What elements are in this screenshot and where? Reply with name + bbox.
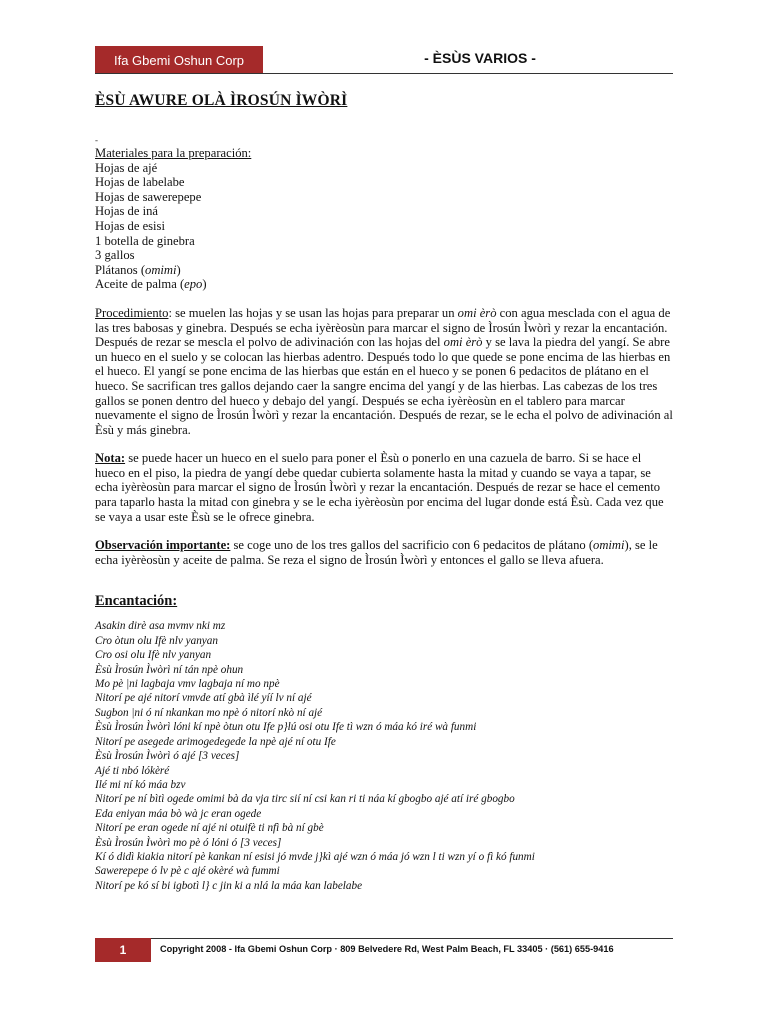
material-item: 3 gallos	[95, 248, 135, 263]
procedimiento-label: Procedimiento	[95, 305, 169, 320]
encantacion-line: Nitorí pe ajé nitorí vmvde atí gbà ìlé yíí lv ní ajé	[95, 692, 312, 705]
materials-heading: Materiales para la preparación:	[95, 146, 252, 160]
encantacion-line: Cro òtun olu Ifè nlv yanyan	[95, 634, 218, 647]
company-name: Ifa Gbemi Oshun Corp	[113, 52, 245, 68]
footer-copyright: Copyright 2008 - Ifa Gbemi Oshun Corp · 809 Belvedere Rd, West Palm Beach, FL 33405 · (561) 655-9416	[160, 944, 614, 954]
encantacion-line: Èsù Ìrosún Ìwòrì mo pè ó lóni ó [3 veces]	[95, 836, 282, 849]
procedimiento-text-1: : se muelen las hojas y se usan las hojas para preparar un	[168, 305, 458, 320]
material-item: Hojas de esisi	[95, 218, 165, 233]
section-title: - ÈSÙS VARIOS -	[424, 50, 536, 66]
footer-divider	[95, 938, 673, 939]
encantacion-line: Nitorí pe ní bìtì ogede omimi bà da vja tirc sií ní csi kan ri ti náa kí gbogbo ajé atí iré gbogbo	[95, 793, 515, 806]
encantacion-line: Asakin dirè asa mvmv nki mz	[95, 620, 226, 633]
nota-text: se puede hacer un hueco en el suelo para poner el Èsù o ponerlo en una cazuela de barro. Si se hace el hueco en el piso, la piedra de yangí debe quedar cubierta solamente hasta la mitad y cuando se vaya a tapar, se echa iyèrèosùn para marcar el signo de Ìrosún Ìwòrì y rezar la encantación. Después de rezar se hace el cemento para taparlo hasta la mitad con ginebra y se le echa iyèrèosùn por encima del lugar donde está Èsù. Cada vez que se vaya a usar este Èsù se le ofrece ginebra.	[95, 451, 664, 524]
material-item: 1 botella de ginebra	[95, 233, 195, 248]
encantacion-line: Sawerepepe ó lv pè c ajé okèré wà fummi	[95, 865, 280, 878]
document-body	[95, 92, 673, 893]
observacion-italic: omimi	[593, 538, 625, 553]
encantacion-line: Nitorí pe asegede arimogedegede la npè ajé ní otu Ife	[95, 735, 336, 748]
company-badge	[95, 46, 263, 74]
procedimiento-paragraph	[95, 306, 673, 437]
page-number: 1	[119, 943, 127, 957]
encantacion-line: Èsù Ìrosún Ìwòrì ó ajé [3 veces]	[95, 750, 240, 763]
encantacion-line: Ilé mi ní kó máa bzv	[95, 778, 186, 791]
platanos-italic: omimi	[145, 262, 177, 277]
observacion-text-1: se coge uno de los tres gallos del sacrificio con 6 pedacitos de plátano (	[230, 538, 594, 553]
header-divider	[95, 73, 673, 74]
platanos-close: )	[176, 262, 181, 277]
document-title: ÈSÙ AWURE OLÀ ÌROSÚN ÌWÒRÌ	[95, 92, 348, 109]
nota-label: Nota:	[95, 451, 126, 466]
material-item-aceite	[95, 277, 673, 292]
procedimiento-italic-1: omi èrò	[457, 305, 497, 320]
material-item: Hojas de ajé	[95, 160, 158, 175]
material-item-platanos	[95, 263, 673, 278]
procedimiento-text-2: con agua mesclada con el agua de las tres babosas y ginebra. Después se echa iyèrèosùn para marcar el signo de Ìrosún Ìwòrì y rezar la encantación. Después de rezar se mescla el polvo de adivinación con las hojas del	[95, 305, 671, 350]
procedimiento-italic-2: omi èrò	[443, 335, 483, 350]
encantacion-heading: Encantación:	[95, 593, 178, 610]
encantacion-line: Kí ó didì kiakia nitorí pè kankan ní esisi jó mvde j}kì ajé wzn ó máa jó wzn l ti wzn yí o fì kó funmi	[95, 850, 535, 863]
observacion-text-2: ), se le echa iyèrèosùn y aceite de palma. Se reza el signo de Ìrosún Ìwòrì y entonces el gallo se lleva afuera.	[95, 538, 658, 567]
encantacion-lines	[95, 619, 673, 893]
encantacion-line: Èsù Ìrosún Ìwòrì lóni kí npè òtun otu Ife p}lú osi otu Ife tì wzn ó máa kó iré wà funmi	[95, 721, 477, 734]
encantacion-line: Ajé ti nbó lókèré	[95, 764, 170, 777]
encantacion-line: Sugbon |ni ó ní nkankan mo npè ó nitorí nkò ní ajé	[95, 706, 323, 719]
material-item: Hojas de sawerepepe	[95, 189, 202, 204]
aceite-text: Aceite de palma (	[95, 277, 185, 292]
material-item: Hojas de iná	[95, 204, 158, 219]
encantacion-line: Cro osi olu Ifè nlv yanyan	[95, 649, 212, 662]
materials-section	[95, 146, 673, 292]
material-item: Hojas de labelabe	[95, 175, 185, 190]
encantacion-line: Nitorí pe eran ogede ní ajé ni otuifè ti nfì bà ní gbè	[95, 822, 324, 835]
encantacion-line: Èsù Ìrosún Ìwòrì ní tán npè ohun	[95, 663, 244, 676]
observacion-paragraph	[95, 538, 673, 567]
procedimiento-text-3: y se lava la piedra del yangí. Se abre un hueco en el suelo y se colocan las hierbas adentro. Después todo lo que quede se pone encima de las hierbas en el hueco. El yangí se pone encima de las hierbas que están en el hueco y se ponen 6 pedacitos de plátano en el hueco. Se sacrifican tres gallos dejando caer la sangre encima del yangí y de las hierbas. Las cabezas de los tres gallos se ponen dentro del hueco y debajo del yangí. Después se echa iyèrèosùn en el tablero para marcar nuevamente el signo de Ìrosún Ìwòrì y rezar la encantación. Después de rezar, se le echa el polvo de adivinación al Èsù y más ginebra.	[95, 335, 673, 437]
page-number-badge	[95, 938, 151, 962]
observacion-label: Observación importante:	[95, 538, 231, 553]
tick-mark: -	[95, 135, 98, 145]
aceite-italic: epo	[184, 277, 203, 292]
nota-paragraph	[95, 451, 673, 524]
encantacion-line: Mo pè |ni lagbaja vmv lagbaja ní mo npè	[95, 678, 280, 691]
aceite-close: )	[202, 277, 207, 292]
encantacion-line: Nitorí pe kó sí bi igbotì l} c jin ki a nlá la máa kan labelabe	[95, 879, 363, 892]
encantacion-line: Eda eniyan máa bò wà jc eran ogede	[95, 807, 262, 820]
platanos-text: Plátanos (	[95, 262, 146, 277]
